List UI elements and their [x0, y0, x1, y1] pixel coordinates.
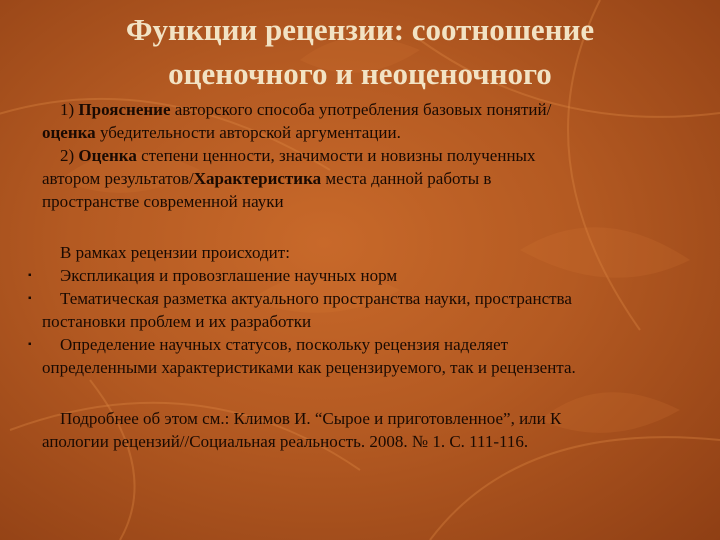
- p2-line-1: [42, 144, 712, 167]
- list-item: [28, 333, 712, 379]
- bullet-3-line-1: Определение научных статусов, поскольку рецензия наделяет: [60, 335, 509, 354]
- bullet-3-line-2: определенными характеристиками как рецензируемого, так и рецензента.: [42, 358, 576, 377]
- p1-number: 1): [60, 100, 75, 119]
- bullet-icon: ▪: [28, 339, 32, 350]
- intro-text: В рамках рецензии происходит:: [60, 243, 290, 262]
- p1-bold-assessment: оценка: [42, 123, 96, 142]
- list-item: [28, 287, 712, 333]
- slide-body: [28, 98, 712, 453]
- p1-line-2: [42, 121, 712, 144]
- p1-bold-clarification: Прояснение: [78, 100, 171, 119]
- p1-text-1: авторского способа употребления базовых понятий/: [174, 100, 552, 119]
- bullet-icon: ▪: [28, 293, 32, 304]
- p2-text-2b: места данной работы в: [325, 169, 492, 188]
- list-item: [28, 264, 712, 287]
- p1-line-1: [42, 98, 712, 121]
- bullet-icon: ▪: [28, 270, 32, 281]
- p2-bold-assessment: Оценка: [78, 146, 137, 165]
- p2-text-1: степени ценности, значимости и новизны полученных: [141, 146, 536, 165]
- p1-text-2: убедительности авторской аргументации.: [99, 123, 401, 142]
- p2-bold-characteristic: Характеристика: [193, 169, 322, 188]
- bullet-2-line-2: постановки проблем и их разработки: [42, 312, 312, 331]
- p2-line-2: [42, 167, 712, 190]
- slide-title: [60, 8, 660, 96]
- p2-line-3: пространстве современной науки: [42, 192, 284, 211]
- p2-number: 2): [60, 146, 75, 165]
- title-line-1: Функции рецензии: соотношение: [125, 12, 595, 47]
- bullet-2-line-1: Тематическая разметка актуального пространства науки, пространства: [60, 289, 572, 308]
- title-line-2: оценочного и неоценочного: [168, 56, 552, 91]
- bullet-1-line-1: Экспликация и провозглашение научных норм: [60, 266, 398, 285]
- p2-text-2a: автором результатов/: [42, 169, 194, 188]
- reference-line-2: апологии рецензий//Социальная реальность. 2008. № 1. С. 111-116.: [42, 432, 529, 451]
- reference-line-1: Подробнее об этом см.: Климов И. “Сырое и приготовленное”, или К: [60, 409, 562, 428]
